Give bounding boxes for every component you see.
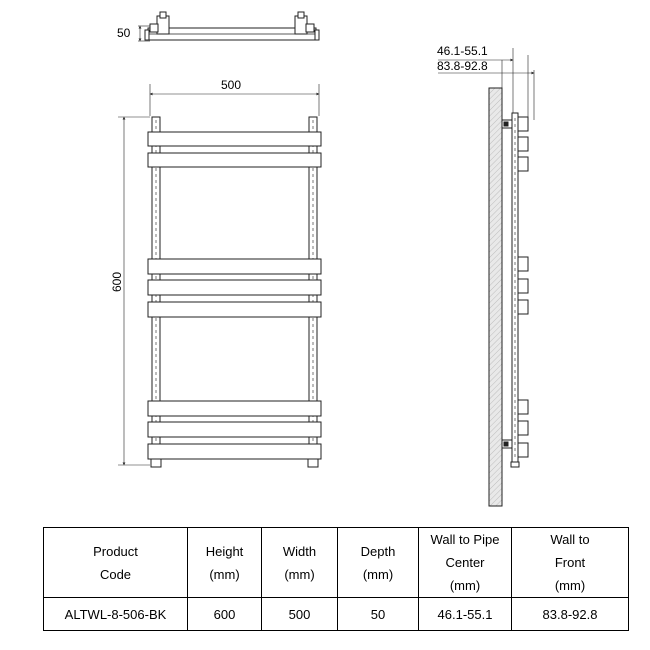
bar: [148, 444, 321, 459]
bar: [148, 422, 321, 437]
cell-height: 600: [188, 598, 262, 631]
header-product-code: Product Code: [44, 528, 188, 598]
spec-table: [43, 527, 629, 631]
header-depth: Depth (mm): [338, 528, 419, 598]
cell-wall-to-front: 83.8-92.8: [512, 598, 629, 631]
bar-end: [518, 257, 528, 271]
bar-end: [518, 117, 528, 131]
bar-end: [518, 443, 528, 457]
cell-product-code: ALTWL-8-506-BK: [44, 598, 188, 631]
bar-end: [518, 137, 528, 151]
table-header-row: [44, 528, 629, 598]
width-dim-label: 500: [221, 78, 242, 92]
bar-end: [518, 300, 528, 314]
side-view: [438, 48, 534, 506]
header-wall-to-pipe: Wall to Pipe Center (mm): [419, 528, 512, 598]
bar-end: [518, 157, 528, 171]
cell-depth: 50: [338, 598, 419, 631]
bar-end: [518, 421, 528, 435]
cell-width: 500: [262, 598, 338, 631]
height-dim-label: 600: [110, 271, 124, 292]
wall-to-front-dim-label: 83.8-92.8: [437, 59, 488, 73]
bar: [148, 153, 321, 167]
bar: [148, 259, 321, 274]
cell-wall-to-pipe: 46.1-55.1: [419, 598, 512, 631]
header-width: Width (mm): [262, 528, 338, 598]
header-height: Height (mm): [188, 528, 262, 598]
wall-to-pipe-dim-label: 46.1-55.1: [437, 44, 488, 58]
bar: [148, 302, 321, 317]
front-view: [118, 84, 321, 467]
bar: [148, 132, 321, 146]
header-wall-to-front: Wall to Front (mm): [512, 528, 629, 598]
top-view: [138, 12, 319, 41]
bar: [148, 280, 321, 295]
bar: [148, 401, 321, 416]
bar-end: [518, 400, 528, 414]
depth-dim-label: 50: [117, 26, 131, 40]
bar-end: [518, 279, 528, 293]
table-row: [44, 598, 629, 631]
